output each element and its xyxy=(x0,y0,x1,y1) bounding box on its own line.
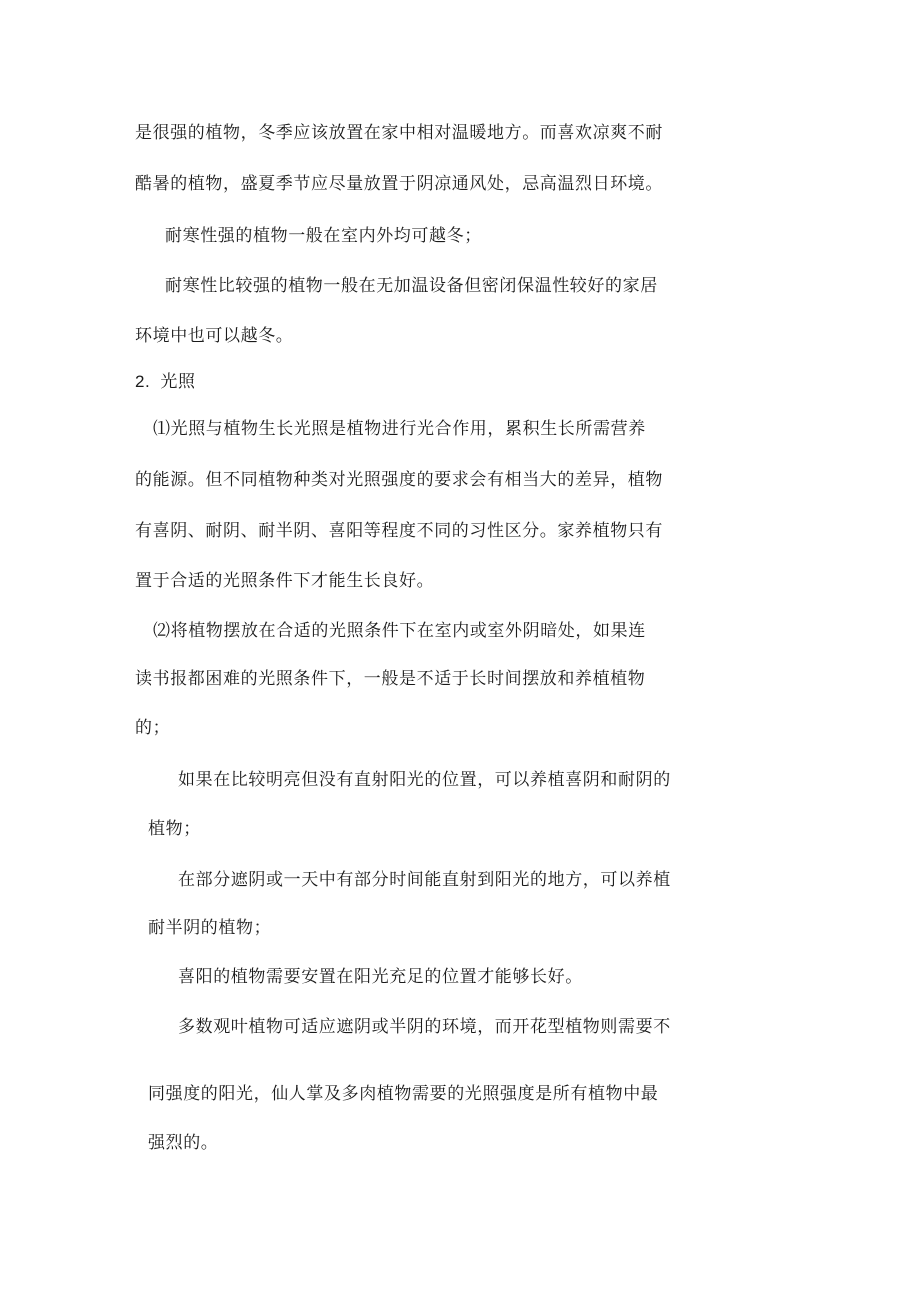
paragraph-line: 的能源。但不同植物种类对光照强度的要求会有相当大的差异，植物 xyxy=(135,470,663,490)
paragraph-line: 环境中也可以越冬。 xyxy=(135,326,294,346)
paragraph-line: 多数观叶植物可适应遮阴或半阴的环境，而开花型植物则需要不 xyxy=(178,1017,671,1037)
section-heading xyxy=(135,371,196,393)
paragraph-line: ⑴光照与植物生长光照是植物进行光合作用，累积生长所需营养 xyxy=(153,419,646,439)
paragraph-line: 喜阳的植物需要安置在阳光充足的位置才能够长好。 xyxy=(178,967,583,987)
paragraph-line: 如果在比较明亮但没有直射阳光的位置，可以养植喜阴和耐阴的 xyxy=(178,770,671,790)
paragraph-line: 有喜阴、耐阴、耐半阴、喜阳等程度不同的习性区分。家养植物只有 xyxy=(135,521,663,541)
paragraph-line: ⑵将植物摆放在合适的光照条件下在室内或室外阴暗处，如果连 xyxy=(153,621,646,641)
paragraph-line: 在部分遮阴或一天中有部分时间能直射到阳光的地方，可以养植 xyxy=(178,870,671,890)
paragraph-line: 的； xyxy=(135,718,171,738)
paragraph-line: 同强度的阳光，仙人掌及多肉植物需要的光照强度是所有植物中最 xyxy=(148,1084,659,1104)
paragraph-line: 酷暑的植物，盛夏季节应尽量放置于阴凉通风处，忌高温烈日环境。 xyxy=(135,174,663,194)
section-title: 光照 xyxy=(160,372,196,391)
paragraph-line: 置于合适的光照条件下才能生长良好。 xyxy=(135,571,435,591)
paragraph-line: 强烈的。 xyxy=(148,1133,219,1153)
paragraph-line: 植物； xyxy=(148,819,201,839)
paragraph-line: 耐半阴的植物； xyxy=(148,918,272,938)
section-number: 2. xyxy=(135,372,151,391)
paragraph-line: 读书报都困难的光照条件下，一般是不适于长时间摆放和养植植物 xyxy=(135,669,646,689)
paragraph-line: 耐寒性强的植物一般在室内外均可越冬； xyxy=(165,226,482,246)
paragraph-line: 耐寒性比较强的植物一般在无加温设备但密闭保温性较好的家居 xyxy=(165,276,658,296)
paragraph-line: 是很强的植物，冬季应该放置在家中相对温暖地方。而喜欢凉爽不耐 xyxy=(135,123,663,143)
